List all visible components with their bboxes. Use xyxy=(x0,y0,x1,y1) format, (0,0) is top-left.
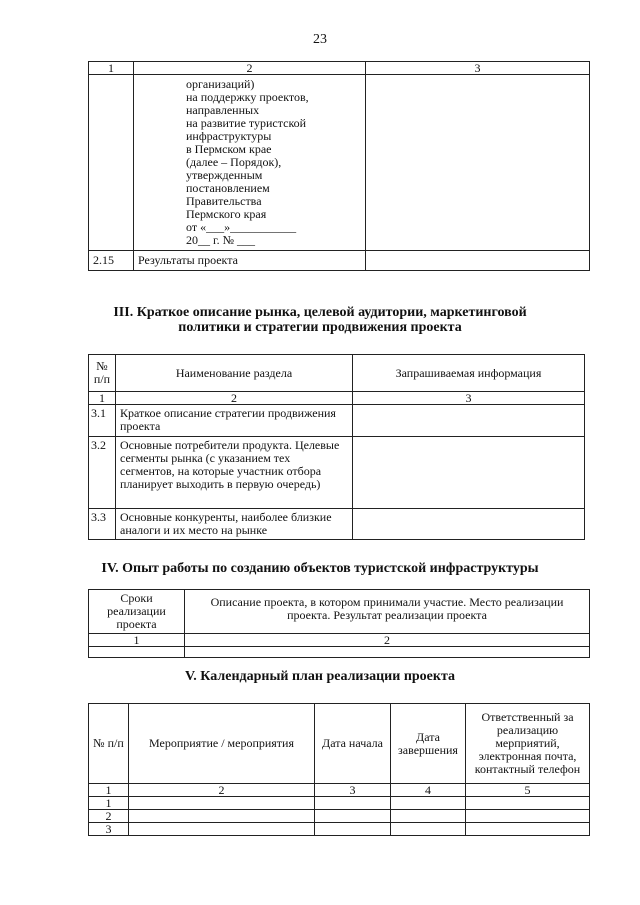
empty-cell[interactable] xyxy=(315,810,391,823)
row-value[interactable] xyxy=(353,509,585,540)
row-number: 1 xyxy=(89,797,129,810)
header-cell: Мероприятие / мероприятия xyxy=(129,704,315,784)
header-cell: Сроки реализации проекта xyxy=(89,590,185,634)
column-number: 2 xyxy=(129,784,315,797)
column-number: 3 xyxy=(315,784,391,797)
table-row xyxy=(89,75,590,251)
row-description: Основные потребители продукта. Целевые сегменты рынка (с указанием тех сегментов, на которые участник отбора планирует выходить в первую очередь) xyxy=(116,437,353,509)
description-line: утвержденным xyxy=(186,168,263,182)
header-cell: Дата завершения xyxy=(391,704,466,784)
row-value[interactable] xyxy=(366,75,590,251)
description-line: (далее – Порядок), xyxy=(186,155,282,169)
row-number: 3 xyxy=(89,823,129,836)
column-number: 1 xyxy=(89,62,134,75)
empty-cell[interactable] xyxy=(315,823,391,836)
row-value[interactable] xyxy=(353,437,585,509)
column-number: 1 xyxy=(89,634,185,647)
column-number: 4 xyxy=(391,784,466,797)
column-number: 5 xyxy=(466,784,590,797)
empty-cell[interactable] xyxy=(391,823,466,836)
empty-cell[interactable] xyxy=(391,797,466,810)
table-row xyxy=(89,810,590,823)
section-3-title xyxy=(0,305,640,335)
header-cell: Запрашиваемая информация xyxy=(353,355,585,392)
column-numbers-row xyxy=(89,634,590,647)
column-numbers-row xyxy=(89,392,585,405)
row-number: 3.3 xyxy=(89,509,116,540)
description-line: от «___»___________ xyxy=(186,220,297,234)
header-cell: Дата начала xyxy=(315,704,391,784)
row-description xyxy=(134,75,366,251)
row-number: 2.15 xyxy=(89,251,134,271)
column-numbers-row xyxy=(89,62,590,75)
header-cell: Описание проекта, в котором принимали участие. Место реализации проекта. Результат реализации проекта xyxy=(185,590,590,634)
empty-cell[interactable] xyxy=(129,797,315,810)
row-description: Основные конкуренты, наиболее близкие аналоги и их место на рынке xyxy=(116,509,353,540)
page-number: 23 xyxy=(313,32,327,47)
header-cell: Наименование раздела xyxy=(116,355,353,392)
row-value[interactable] xyxy=(353,405,585,437)
empty-cell[interactable] xyxy=(315,797,391,810)
description-line: Правительства xyxy=(186,194,262,208)
description-line: на поддержку проектов, xyxy=(186,90,309,104)
description-line: направленных xyxy=(186,103,260,117)
section-5-title: V. Календарный план реализации проекта xyxy=(185,669,455,684)
table-row xyxy=(89,647,590,658)
table-row xyxy=(89,823,590,836)
header-cell: Ответственный за реализацию мерприятий, электронная почта, контактный телефон xyxy=(466,704,590,784)
table-row xyxy=(89,437,585,509)
header-row xyxy=(89,355,585,392)
column-number: 3 xyxy=(353,392,585,405)
market-description-table xyxy=(88,354,585,540)
column-number: 1 xyxy=(89,784,129,797)
table-row xyxy=(89,509,585,540)
description-line: 20__ г. № ___ xyxy=(186,233,256,247)
empty-cell[interactable] xyxy=(391,810,466,823)
empty-cell[interactable] xyxy=(466,810,590,823)
project-info-table-continued xyxy=(88,61,590,271)
row-value[interactable] xyxy=(366,251,590,271)
section-4-title: IV. Опыт работы по созданию объектов туристской инфраструктуры xyxy=(101,561,539,576)
description-line: организаций) xyxy=(186,77,255,91)
column-number: 3 xyxy=(366,62,590,75)
table-row xyxy=(89,251,590,271)
calendar-plan-table xyxy=(88,703,590,836)
description-line: постановлением xyxy=(186,181,270,195)
row-description: Результаты проекта xyxy=(134,251,366,271)
row-number: 3.1 xyxy=(89,405,116,437)
empty-cell[interactable] xyxy=(185,647,590,658)
row-number: 3.2 xyxy=(89,437,116,509)
section-3-title-line: III. Краткое описание рынка, целевой аудитории, маркетинговой xyxy=(113,305,527,320)
section-3-title-line: политики и стратегии продвижения проекта xyxy=(178,320,462,335)
column-number: 1 xyxy=(89,392,116,405)
empty-cell[interactable] xyxy=(466,797,590,810)
row-number: 2 xyxy=(89,810,129,823)
experience-table xyxy=(88,589,590,658)
row-number xyxy=(89,75,134,251)
description-line: в Пермском крае xyxy=(186,142,272,156)
description-line: инфраструктуры xyxy=(186,129,272,143)
column-number: 2 xyxy=(185,634,590,647)
header-cell: № п/п xyxy=(89,355,116,392)
row-description: Краткое описание стратегии продвижения проекта xyxy=(116,405,353,437)
column-numbers-row xyxy=(89,784,590,797)
column-number: 2 xyxy=(134,62,366,75)
empty-cell[interactable] xyxy=(129,810,315,823)
header-row xyxy=(89,590,590,634)
header-row xyxy=(89,704,590,784)
description-line: Пермского края xyxy=(186,207,267,221)
table-row xyxy=(89,797,590,810)
empty-cell[interactable] xyxy=(466,823,590,836)
header-cell: № п/п xyxy=(89,704,129,784)
description-line: на развитие туристской xyxy=(186,116,307,130)
table-row xyxy=(89,405,585,437)
empty-cell[interactable] xyxy=(129,823,315,836)
empty-cell[interactable] xyxy=(89,647,185,658)
column-number: 2 xyxy=(116,392,353,405)
